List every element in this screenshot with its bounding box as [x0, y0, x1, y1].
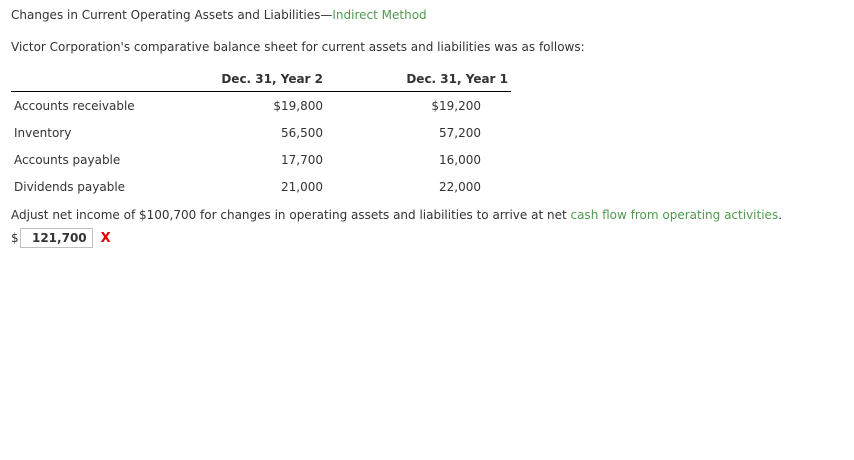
question-text — [11, 208, 782, 222]
row-label: Dividends payable — [14, 179, 126, 194]
intro-text: Victor Corporation's comparative balance sheet for current assets and liabilities was as follows: — [11, 40, 585, 54]
incorrect-icon: X — [100, 230, 111, 246]
title-prefix: Changes in Current Operating Assets and Liabilities— — [11, 8, 333, 22]
row-label: Accounts receivable — [14, 98, 135, 113]
question-prefix: Adjust net income of $100,700 for changes in operating assets and liabilities to arrive at net — [11, 208, 571, 222]
answer-row — [11, 227, 111, 249]
row-label: Accounts payable — [14, 152, 121, 167]
year2-value: $19,800 — [273, 98, 323, 113]
year2-value: 21,000 — [281, 179, 323, 194]
method-link[interactable]: Indirect Method — [332, 8, 427, 22]
question-suffix: . — [778, 208, 783, 222]
balance-sheet-table — [11, 67, 511, 200]
row-label: Inventory — [14, 125, 72, 140]
table-row — [11, 92, 511, 120]
year1-value: 22,000 — [439, 179, 481, 194]
table-row — [11, 119, 511, 146]
table-row — [11, 173, 511, 200]
year2-value: 56,500 — [281, 125, 323, 140]
cash-flow-link[interactable]: cash flow from operating activities — [570, 208, 779, 222]
year1-value: 57,200 — [439, 125, 481, 140]
currency-symbol: $ — [11, 231, 19, 245]
answer-input[interactable]: 121,700 — [20, 228, 93, 248]
year1-value: $19,200 — [431, 98, 481, 113]
year1-value: 16,000 — [439, 152, 481, 167]
page-title — [11, 8, 427, 22]
table-header-row — [11, 67, 511, 92]
table-row — [11, 146, 511, 173]
year2-value: 17,700 — [281, 152, 323, 167]
column-header-year2: Dec. 31, Year 2 — [211, 67, 323, 92]
column-header-label — [11, 67, 211, 92]
column-header-year1: Dec. 31, Year 1 — [323, 67, 511, 92]
